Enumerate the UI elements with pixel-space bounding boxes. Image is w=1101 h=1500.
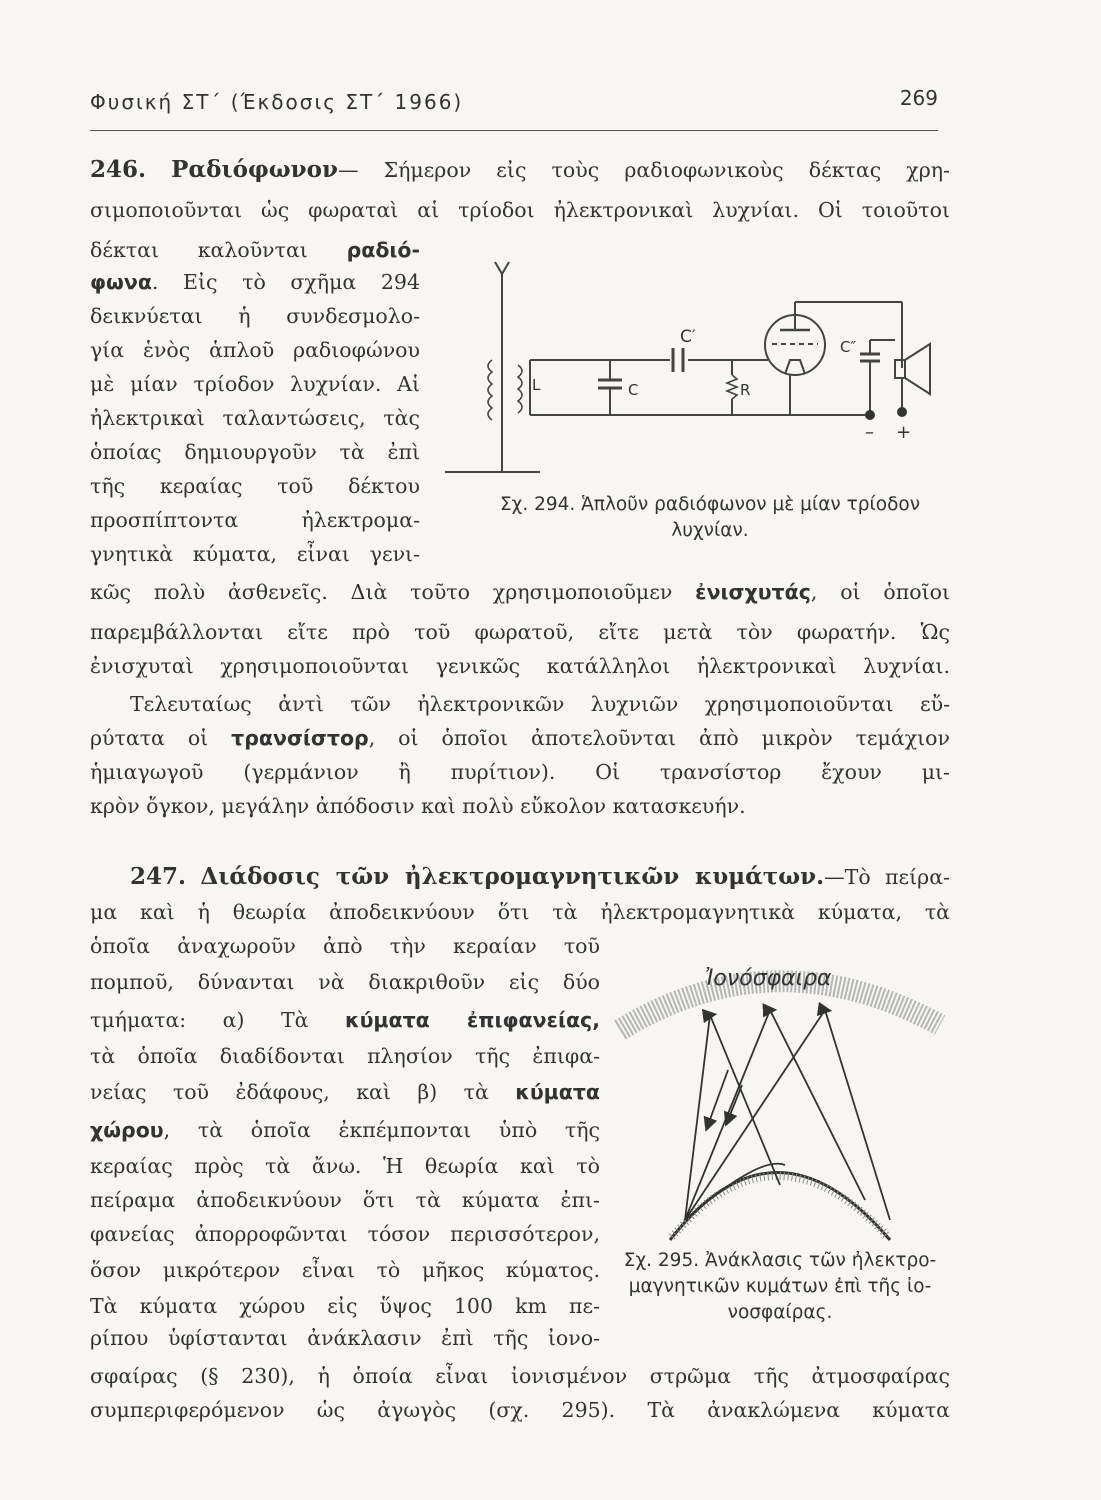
- s246-title: Ραδιόφωνον: [171, 156, 338, 183]
- term-transistor: τρανσίστορ: [231, 726, 369, 750]
- antenna-arm-right: [502, 262, 509, 274]
- s247-full-line-1: σφαίρας (§ 230), ἡ ὁποία εἶναι ἰονισμένον στρῶμα τῆς ἀτμοσφαίρας: [90, 1364, 950, 1388]
- term-amplifiers: ἐνισχυτάς: [695, 580, 811, 604]
- s247-narrow-line-10: ὅσον μικρότερον εἶναι τὸ μῆκος κύματος.: [90, 1258, 600, 1282]
- s246-line-2: σιμοποιοῦνται ὡς φωραταὶ αἱ τρίοδοι ἠλεκτρονικαὶ λυχνίαι. Οἱ τοιοῦτοι: [90, 198, 950, 222]
- s247-line-2: μα καὶ ἡ θεωρία ἀποδεικνύουν ὅτι τὰ ἠλεκτρομαγνητικὰ κύματα, τὰ: [90, 900, 950, 924]
- term-radio: ραδιό-: [346, 238, 420, 262]
- s246-para2-line-1: Τελευταίως ἀντὶ τῶν ἠλεκτρονικῶν λυχνιῶν χρησιμοποιοῦνται εὔ-: [130, 692, 950, 716]
- term-space-waves-cont: χώρου: [90, 1118, 164, 1142]
- s247-narrow-line-12: ρίπου ὑφίστανται ἀνάκλασιν ἐπὶ τῆς ἰονο-: [90, 1326, 600, 1350]
- label-r: R: [740, 381, 751, 399]
- running-header: [90, 86, 938, 131]
- figure-294-caption: Σχ. 294. Ἁπλοῦν ραδιόφωνον μὲ μίαν τρίοδον λυχνίαν.: [499, 494, 921, 541]
- s246-narrow-line-8: τῆς κεραίας τοῦ δέκτου: [90, 474, 420, 498]
- s247-narrow-line-1: ὁποῖα ἀναχωροῦν ἀπὸ τὴν κεραίαν τοῦ: [90, 934, 600, 958]
- s246-narrow-line-7: ὁποίας δημιουργοῦν τὰ ἐπὶ: [90, 440, 420, 464]
- s246-line-amplifiers: κῶς πολὺ ἀσθενεῖς. Διὰ τοῦτο χρησιμοποιοῦμεν ἐνισχυτάς, οἱ ὁποῖοι: [90, 580, 950, 604]
- s246-line-b: παρεμβάλλονται εἴτε πρὸ τοῦ φωρατοῦ, εἴτε μετὰ τὸν φωρατήν. Ὡς: [90, 620, 950, 644]
- label-l: L: [532, 376, 541, 394]
- label-minus: –: [865, 422, 874, 443]
- s247-narrow-line-7: κεραίας πρὸς τὰ ἄνω. Ἡ θεωρία καὶ τὸ: [90, 1154, 600, 1178]
- s246-narrow-line-2: φωνα. Εἰς τὸ σχῆμα 294: [90, 270, 420, 294]
- s246-narrow-line-3: δεικνύεται ἡ συνδεσμολο-: [90, 304, 420, 328]
- terminal-plus: [897, 407, 907, 417]
- s247-full-line-2: συμπεριφερόμενον ὡς ἀγωγὸς (σχ. 295). Τὰ ἀνακλώμενα κύματα: [90, 1398, 950, 1422]
- s246-narrow-line-9: προσπίπτοντα ἠλεκτρομα-: [90, 508, 420, 532]
- s247-narrow-line-11: Τὰ κύματα χώρου εἰς ὕψος 100 km πε-: [90, 1294, 600, 1318]
- s246-narrow-line-5: μὲ μίαν τρίοδον λυχνίαν. Αἱ: [90, 372, 420, 396]
- s247-narrow-line-4: τὰ ὁποῖα διαδίδονται πλησίον τῆς ἐπιφα-: [90, 1044, 600, 1068]
- term-radio-cont: φωνα: [90, 270, 152, 294]
- s246-line-1: 246. Ραδιόφωνον— Σήμερον εἰς τοὺς ραδιοφωνικοὺς δέκτας χρη-: [90, 156, 950, 183]
- running-title: Φυσική ΣΤ΄ (Έκδοσις ΣΤ΄ 1966): [90, 90, 464, 114]
- terminal-minus: [865, 410, 875, 420]
- figure-295-caption: Σχ. 295. Ἀνάκλασις τῶν ἠλεκτρο- μαγνητικῶν κυμάτων ἐπὶ τῆς ἰο- νοσφαίρας.: [623, 1250, 937, 1323]
- s247-narrow-line-9: φανείας ἀπορροφῶνται τόσον περισσότερον,: [90, 1222, 600, 1246]
- speaker-body: [895, 360, 905, 378]
- figure-294-circuit: [440, 240, 950, 480]
- s247-line-1: 247. Διάδοσις τῶν ἠλεκτρομαγνητικῶν κυμάτων.—Τὸ πείρα-: [130, 863, 950, 890]
- label-c-prime: C′: [680, 327, 696, 347]
- s247-narrow-line-2: πομποῦ, δύνανται νὰ διακριθοῦν εἰς δύο: [90, 970, 600, 994]
- s246-number: 246.: [90, 156, 147, 183]
- s246-narrow-line-4: γία ἑνὸς ἁπλοῦ ραδιοφώνου: [90, 338, 420, 362]
- s247-narrow-line-8: πείραμα ἀποδεικνύουν ὅτι τὰ κύματα ἐπι-: [90, 1188, 600, 1212]
- s246-para2-line-4: κρὸν ὄγκον, μεγάλην ἀπόδοσιν καὶ πολὺ εὔκολον κατασκευήν.: [90, 794, 746, 818]
- ray-1: [685, 1015, 780, 1220]
- primary-coil: [488, 360, 492, 420]
- triode-filament: [785, 360, 805, 374]
- s246-narrow-line-1: δέκται καλοῦνται ραδιό-: [90, 238, 420, 262]
- term-surface-waves: κύματα ἐπιφανείας,: [345, 1008, 600, 1032]
- s247-number: 247.: [130, 863, 187, 890]
- ionosphere-label: Ἰονόσφαιρα: [705, 966, 832, 991]
- s247-narrow-line-3: τμήματα: α) Τὰ κύματα ἐπιφανείας,: [90, 1008, 600, 1032]
- resistor-R: [727, 375, 737, 399]
- s246-para2-line-3: ἡμιαγωγοῦ (γερμάνιον ἢ πυρίτιον). Οἱ τρανσίστορ ἔχουν μι-: [90, 760, 950, 784]
- s247-narrow-line-5: νείας τοῦ ἐδάφους, καὶ β) τὰ κύματα: [90, 1080, 600, 1104]
- label-c-dprime: C″: [840, 338, 857, 356]
- label-c: C: [628, 381, 639, 399]
- speaker-cone: [905, 344, 930, 394]
- figure-295-ionosphere: [610, 955, 950, 1245]
- s247-narrow-line-6: χώρου, τὰ ὁποῖα ἐκπέμπονται ὑπὸ τῆς: [90, 1118, 600, 1142]
- page-number: 269: [899, 86, 938, 110]
- s246-narrow-line-6: ἠλεκτρικαὶ ταλαντώσεις, τὰς: [90, 406, 420, 430]
- s247-title: Διάδοσις τῶν ἠλεκτρομαγνητικῶν κυμάτων.: [200, 863, 825, 890]
- s246-line-c: ἐνισχυταὶ χρησιμοποιοῦνται γενικῶς κατάλληλοι ἠλεκτρονικαὶ λυχνίαι.: [90, 654, 950, 678]
- s246-para2-line-2: ρύτατα οἱ τρανσίστορ, οἱ ὁποῖοι ἀποτελοῦνται ἀπὸ μικρὸν τεμάχιον: [90, 726, 950, 750]
- s246-narrow-line-10: γνητικὰ κύματα, εἶναι γενι-: [90, 542, 420, 566]
- coil-L: [518, 365, 522, 413]
- term-space-waves: κύματα: [515, 1080, 600, 1104]
- antenna-arm-left: [495, 262, 502, 274]
- label-plus: +: [896, 422, 912, 443]
